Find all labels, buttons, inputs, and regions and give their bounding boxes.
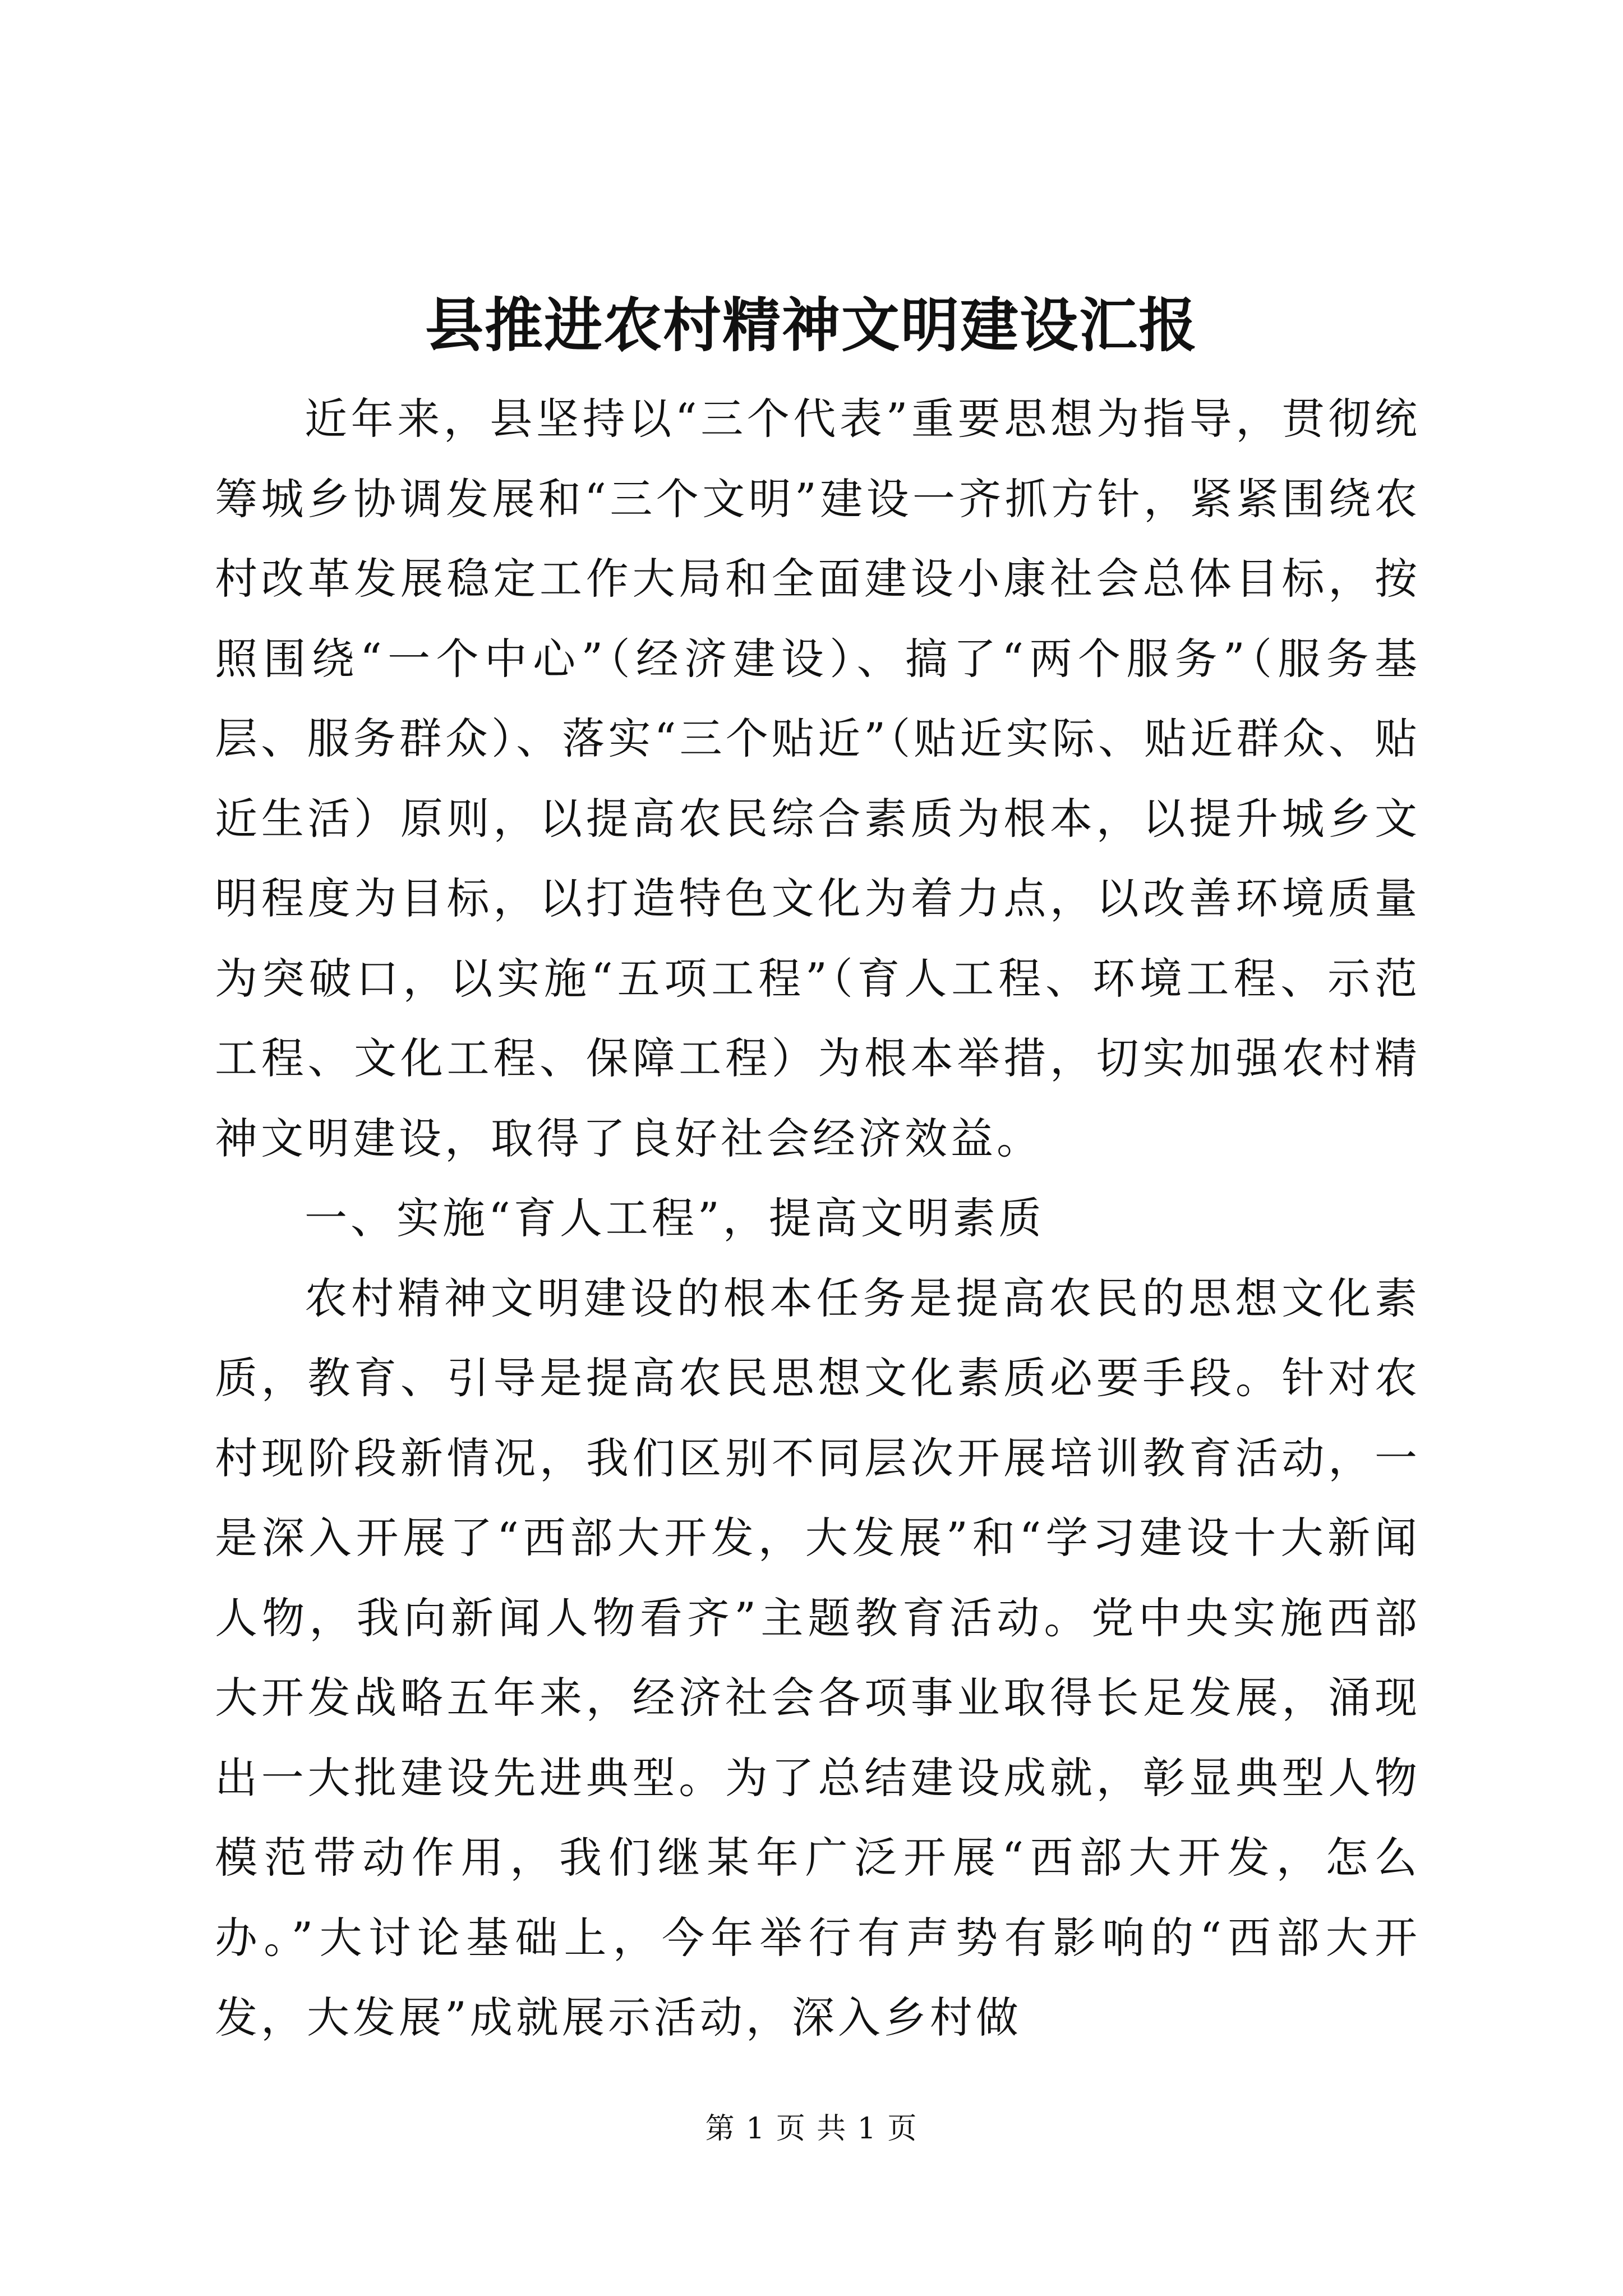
paragraph-intro: 近年来，县坚持以“三个代表”重要思想为指导，贯彻统筹城乡协调发展和“三个文明”建设一齐抓方针，紧紧围绕农村改革发展稳定工作大局和全面建设小康社会总体目标，按照围绕“一个中心”（经济建设）、搞了“两个服务”（服务基层、服务群众）、落实“三个贴近”（贴近实际、贴近群众、贴近生活）原则，以提高农民综合素质为根本，以提升城乡文明程度为目标，以打造特色文化为着力点，以改善环境质量为突破口，以实施“五项工程”（育人工程、环境工程、示范工程、文化工程、保障工程）为根本举措，切实加强农村精神文明建设，取得了良好社会经济效益。 [215,394,1421,1163]
document-title: 县推进农村精神文明建设汇报 [425,291,1198,360]
page-number-footer: 第 1 页 共 1 页 [705,2112,918,2146]
paragraph-section-1: 农村精神文明建设的根本任务是提高农民的思想文化素质，教育、引导是提高农民思想文化素质必要手段。针对农村现阶段新情况，我们区别不同层次开展培训教育活动，一是深入开展了“西部大开发，大发展”和“学习建设十大新闻人物，我向新闻人物看齐”主题教育活动。党中央实施西部大开发战略五年来，经济社会各项事业取得长足发展，涌现出一大批建设先进典型。为了总结建设成就，彰显典型人物模范带动作用，我们继某年广泛开展“西部大开发，怎么办。”大讨论基础上，今年举行有声势有影响的“西部大开发，大发展”成就展示活动，深入乡村做 [215,1273,1421,2042]
document-body [215,379,1421,2058]
section-heading: 一、实施“育人工程”，提高文明素质 [305,1193,1045,1243]
